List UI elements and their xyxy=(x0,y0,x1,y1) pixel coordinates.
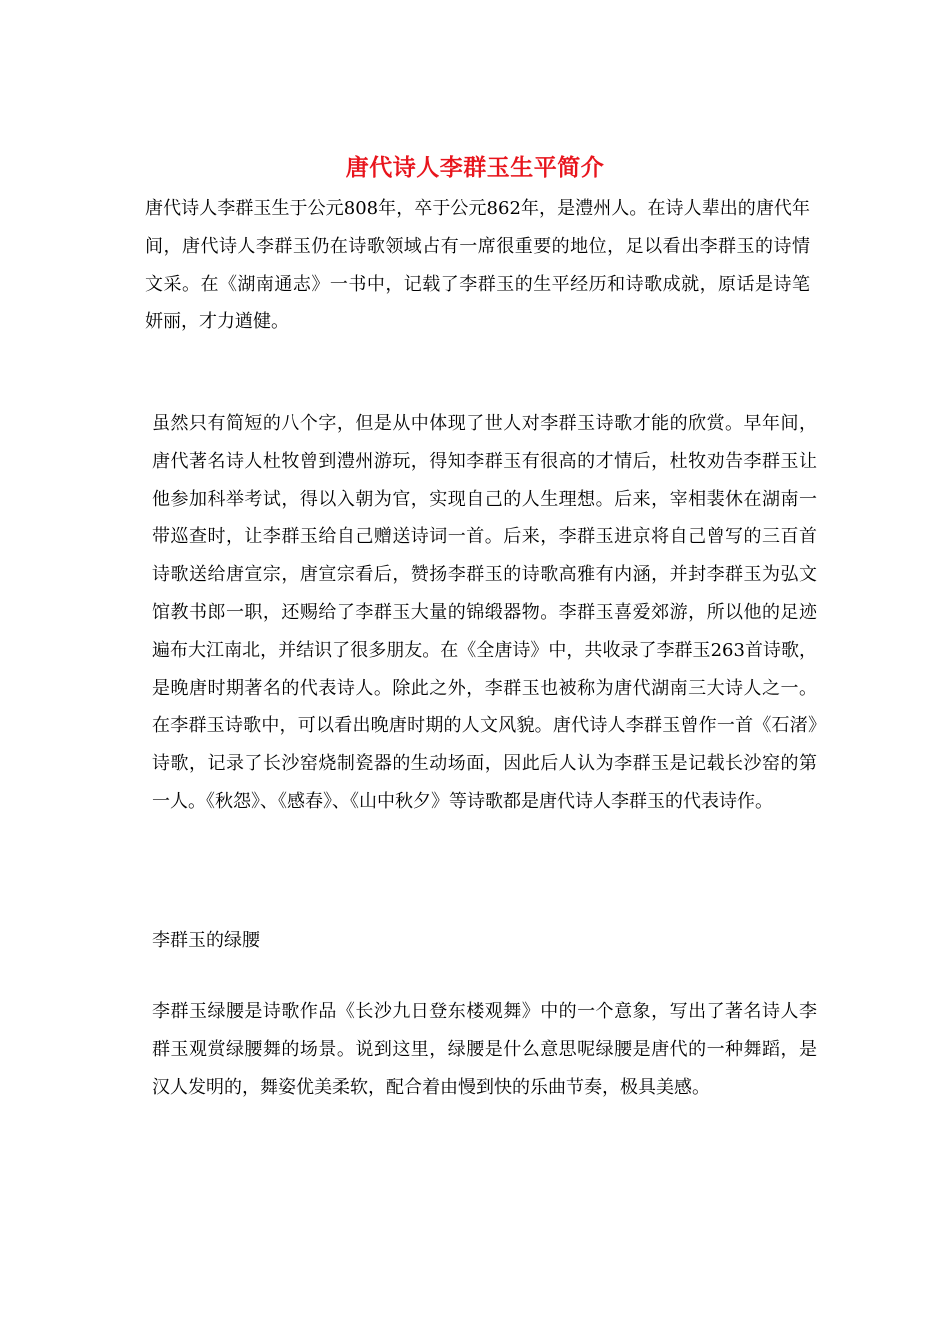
document-title: 唐代诗人李群玉生平简介 xyxy=(345,154,605,181)
paragraph-biography: 虽然只有简短的八个字，但是从中体现了世人对李群玉诗歌才能的欣赏。早年间，唐代著名诗人杜牧曾到澧州游玩，得知李群玉有很高的才情后，杜牧劝告李群玉让他参加科举考试，得以入朝为官，实现自己的人生理想。后来，宰相裴休在湖南一带巡查时，让李群玉给自己赠送诗词一首。后来，李群玉进京将自己曾写的三百首诗歌送给唐宣宗，唐宣宗看后，赞扬李群玉的诗歌高雅有内涵，并封李群玉为弘文馆教书郎一职，还赐给了李群玉大量的锦缎器物。李群玉喜爱郊游，所以他的足迹遍布大江南北，并结识了很多朋友。在《全唐诗》中，共收录了李群玉263首诗歌，是晚唐时期著名的代表诗人。除此之外，李群玉也被称为唐代湖南三大诗人之一。在李群玉诗歌中，可以看出晚唐时期的人文风貌。唐代诗人李群玉曾作一首《石渚》诗歌，记录了长沙窑烧制瓷器的生动场面，因此后人认为李群玉是记载长沙窑的第一人。《秋怨》、《感春》、《山中秋夕》等诗歌都是唐代诗人李群玉的代表诗作。 xyxy=(152,413,817,812)
paragraph-lvyao: 李群玉绿腰是诗歌作品《长沙九日登东楼观舞》中的一个意象，写出了著名诗人李群玉观赏绿腰舞的场景。说到这里，绿腰是什么意思呢绿腰是唐代的一种舞蹈，是汉人发明的，舞姿优美柔软，配合着由慢到快的乐曲节奏，极具美感。 xyxy=(152,1001,817,1098)
section-heading-lvyao: 李群玉的绿腰 xyxy=(152,930,260,951)
paragraph-intro: 唐代诗人李群玉生于公元808年，卒于公元862年，是澧州人。在诗人辈出的唐代年间，唐代诗人李群玉仍在诗歌领域占有一席很重要的地位，足以看出李群玉的诗情文采。在《湖南通志》一书中，记载了李群玉的生平经历和诗歌成就，原话是诗笔妍丽，才力遒健。 xyxy=(145,198,810,333)
